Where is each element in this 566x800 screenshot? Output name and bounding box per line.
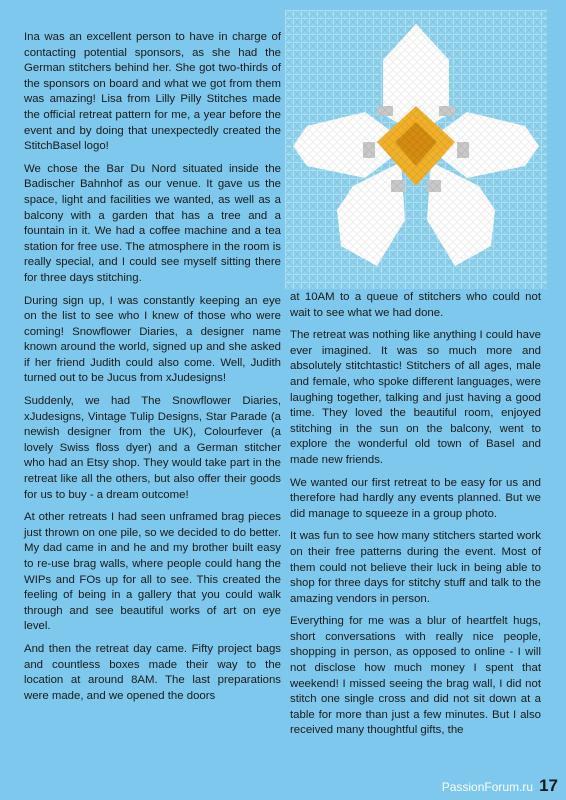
cross-stitch-flower-image <box>285 10 547 289</box>
paragraph: During sign up, I was constantly keeping an eye on the list to see who I knew of those who were coming! Snowflower Diaries, a designer name known around the world, signed up and she asked if her friend Judith could also come. Well, Judith turned out to be Jucus from xJudesigns! <box>24 294 281 385</box>
paragraph: We chose the Bar Du Nord situated inside the Badischer Bahnhof as our venue. It gave us the space, light and facilities we wanted, as well as a balcony with a garden that has a tree and a fountain in it. We had a coffee machine and a tea station for free use. The atmosphere in the room is really special, and I could see myself sitting there for three days stitching. <box>24 162 281 284</box>
paragraph: At other retreats I had seen unframed brag pieces just thrown on one pile, so we decided to do better. My dad came in and he and my brother built easy to re-use brag walls, where people could hang the WIPs and FOs up for all to see. This created the feeling of being in a gallery that you could walk through and see beautiful works of art on eye level. <box>24 511 281 633</box>
left-column <box>24 30 281 711</box>
page-footer <box>442 776 558 796</box>
paragraph: The retreat was nothing like anything I could have ever imagined. It was so much more and absolutely stitchtastic! Stitchers of all ages, male and female, who spoke different languages, were laughing together, talking and just having a good time. They loved the beautiful room, enjoyed stitching in the sun on the balcony, went to explore the wonderful old town of Basel and made new friends. <box>290 329 541 466</box>
daisy-illustration <box>285 10 547 289</box>
paragraph: It was fun to see how many stitchers started work on their free patterns during the event. Most of them could not believe their luck in being able to shop for three days for stitchy stuff and talk to the amazing vendors in person. <box>290 530 541 605</box>
paragraph: Ina was an excellent person to have in charge of contacting potential sponsors, as she had the German stitchers behind her. She got two-thirds of the sponsors on board and what we got from them was amazing! Lisa from Lilly Pilly Stitches made the official retreat pattern for me, a year before the event and by doing that unexpectedly created the StitchBasel logo! <box>24 31 281 153</box>
paragraph: And then the retreat day came. Fifty project bags and countless boxes made their way to the location at around 8AM. The last preparations were made, and we opened the doors <box>24 642 281 702</box>
right-column <box>290 290 541 746</box>
paragraph: at 10AM to a queue of stitchers who could not wait to see what we had done. <box>290 291 541 319</box>
paragraph: Suddenly, we had The Snowflower Diaries, xJudesigns, Vintage Tulip Designs, Star Parade (a newish designer from the UK), Colourfever (a lovely Swiss floss dyer) and a German stitcher who had an Etsy shop. They would take part in the retreat like all the others, but also offer their goods for us to buy - a dream outcome! <box>24 395 281 501</box>
paragraph: Everything for me was a blur of heartfelt hugs, short conversations with really nice people, shopping in person, as opposed to online - I will not disclose how much money I spent that weekend! I missed seeing the brag wall, I did not stitch one single cross and did not sit down at a table for more than just a few minutes. But I also received many thoughtful gifts, the <box>290 615 541 737</box>
page-number: 17 <box>539 776 558 795</box>
paragraph: We wanted our first retreat to be easy for us and therefore had hardly any events planned. But we did manage to squeeze in a group photo. <box>290 476 541 520</box>
watermark: PassionForum.ru <box>441 780 534 794</box>
